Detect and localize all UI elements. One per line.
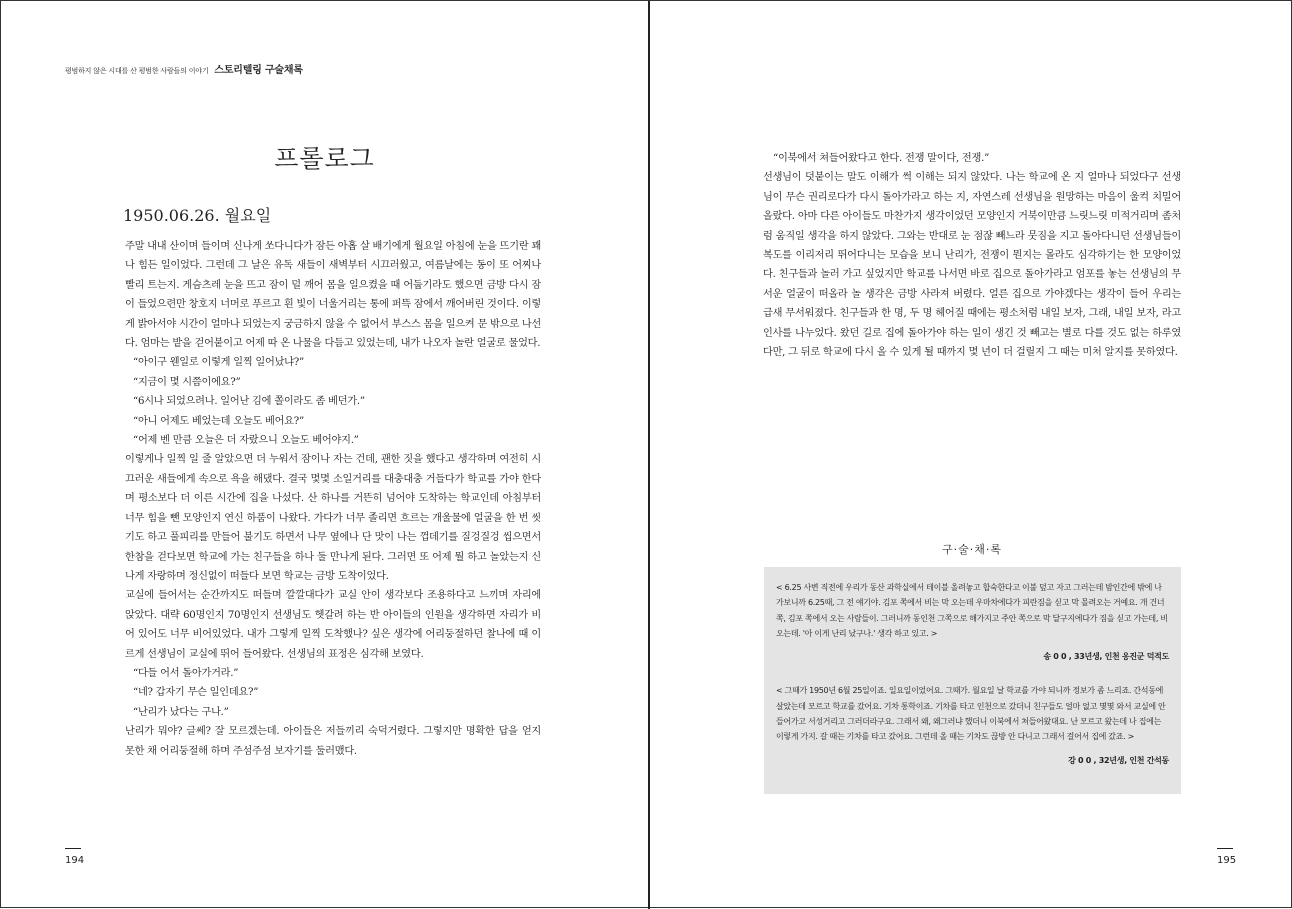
- dialog-line: “네? 갑자기 무슨 일인데요?”: [133, 687, 259, 699]
- right-page-folio: [1217, 848, 1236, 866]
- folio-rule: [65, 848, 81, 849]
- left-page: [1, 1, 648, 909]
- right-page: [650, 1, 1292, 909]
- oral-record-title: 구·술·채·록: [942, 543, 1002, 556]
- date-heading: 1950.06.26. 월요일: [123, 206, 272, 225]
- testimony-attribution: 송 0 0 , 33년생, 인천 옹진군 덕적도: [1043, 652, 1169, 662]
- folio-rule: [1217, 848, 1233, 849]
- dialog-line: “아니 어제도 베었는데 오늘도 베어요?”: [133, 415, 304, 427]
- testimony-attribution: 강 0 0 , 32년생, 인천 간석동: [1068, 755, 1169, 765]
- left-body-text: [123, 237, 541, 761]
- dialog-line: “아이구 웬일로 이렇게 일찍 일어났냐?”: [133, 357, 304, 369]
- chapter-title: 프롤로그: [274, 144, 375, 173]
- running-header-subtitle: 평범하지 않은 시대를 산 평범한 사람들의 이야기: [65, 67, 209, 75]
- dialog-line: “이북에서 쳐들어왔다고 한다. 전쟁 말이다, 전쟁.”: [773, 153, 990, 164]
- testimony-quote: < 6.25 사변 직전에 우리가 동산 과학실에서 테이블 올려놓고 합숙한다고 이불 덮고 자고 그러는데 밤인간에 밖에 나가보니까 6.25때, 그 전 얘기야. 김포 쪽에서 비는 막 오는데 우마차에다가 피란짐을 싣고 막 몰려오는 거예요. 개 건너 쪽, 김포 쪽에서 오는 사람들이. 그러니까 동인천 그쪽으로 해가지고 주안 쪽으로 막 달구지에다가 짐을 싣고 가는데, 비 오는데. '아 이게 난리 났구나.' 생각 하고 있고. >: [776, 583, 1168, 638]
- dialog-line: “다들 어서 돌아가거라.”: [133, 667, 239, 679]
- paragraph: 교실에 들어서는 순간까지도 떠들며 깔깔대다가 교실 안이 생각보다 조용하다고 느끼며 자리에 앉았다. 대략 60명인지 70명인지 선생님도 헷갈려 하는 반 아이들의 인원을 생각하면 자리가 비어 있어도 너무 비어있었다. 내가 그렇게 일찍 도착했나? 싶은 생각에 어리둥절하던 찰나에 때 이르게 선생님이 교실에 뛰어 들어왔다. 선생님의 표정은 심각해 보였다.: [125, 590, 541, 660]
- running-header-title: 스토리텔링 구술채록: [214, 65, 303, 76]
- page-number: 194: [65, 855, 85, 866]
- dialog-line: “어제 벤 만큼 오늘은 더 자랐으니 오늘도 베어야지.”: [133, 435, 359, 447]
- testimony-quote: < 그때가 1950년 6월 25일이죠. 일요일이었어요. 그때가. 월요일 날 학교를 가야 되니까 정보가 좀 느리죠. 간석동에 살았는데 모르고 학교를 갔어요. 기차 통학이죠. 기차를 타고 인천으로 갔더니 친구들도 얼마 없고 몇몇 와서 교실에 안 들어가고 서성거리고 그러더라구요. 그래서 왜, 왜그러냐 했더니 이북에서 쳐들어왔대요. 난 모르고 왔는데 나 집에는 이렇게 가지. 갈 때는 기차를 타고 갔어요. 그런데 올 때는 기차도 끊방 안 다니고 그래서 걸어서 집에 갔죠. >: [776, 686, 1166, 742]
- left-page-folio: [65, 848, 84, 866]
- right-body-text: [763, 149, 1181, 362]
- dialog-line: “지금이 몇 시쯤이에요?”: [133, 376, 241, 388]
- paragraph: 선생님이 덧붙이는 말도 이해가 썩 이해는 되지 않았다. 나는 학교에 온 지 얼마나 되었다구 선생님이 무슨 권리로다가 다시 돌아가라고 하는 지, 자연스레 선생님을 원망하는 마음이 울컥 치밀어 올랐다. 아마 다른 아이들도 마찬가지 생각이었던 모양인지 거북이만큼 느릿느릿 미적거리며 좀처럼 움직일 생각을 하지 않았다. 그와는 반대로 눈 점잖 빼느라 뭇짐을 지고 돌아다니던 선생님들이 복도를 이리저리 뛰어다니는 모습을 보니 난리가, 전쟁이 뭔지는 몰라도 심각하기는 한 모양이었다. 친구들과 놀러 가고 싶었지만 학교를 나서면 바로 집으로 돌아가라고 엄포를 놓는 선생님의 무서운 얼굴이 떠올라 놀 생각은 금방 사라져 버렸다. 얼른 집으로 가야겠다는 생각이 들어 우리는 급새 무서워졌다. 친구들과 한 명, 두 명 헤어질 때에는 평소처럼 내일 보자, 그래, 내일 보자, 라고 인사를 나누었다. 왔던 길로 집에 돌아가야 하는 일이 생긴 것 빼고는 별로 다를 것도 없는 하루였다만, 그 뒤로 학교에 다시 올 수 있게 될 때까지 몇 년이 더 걸릴지 그 때는 미처 알지를 못하였다.: [763, 172, 1181, 359]
- page-number: 195: [1217, 855, 1237, 866]
- paragraph: 난리가 뭐야? 글쎄? 잘 모르겠는데. 아이들은 저들끼리 숙덕거렸다. 그렇지만 명확한 답을 얻지 못한 채 어리둥절해 하며 주섬주섬 보자기를 둘러맸다.: [125, 726, 541, 757]
- paragraph: 이렇게나 일찍 일 줄 알았으면 더 누워서 잠이나 자는 건데, 괜한 짓을 했다고 생각하며 여전히 시끄러운 새들에게 속으로 욕을 해댔다. 결국 몇몇 소일거리를 대충대충 거들다가 학교를 가야 한다며 평소보다 더 이른 시간에 집을 나섰다. 산 하나를 거뜬히 넘어야 도착하는 학교인데 아침부터 너무 힘을 뺀 모양인지 연신 하품이 나왔다. 가다가 너무 졸리면 흐르는 개울물에 얼굴을 한 번 씻기도 하고 풀피리를 만들어 불기도 하면서 나무 옆에나 단 맛이 나는 껍데기를 질겅질겅 씹으면서 한참을 걷다보면 학교에 가는 친구들을 하나 둘 만나게 된다. 그러면 또 어제 뭘 하고 놀았는지 신나게 자랑하며 정신없이 떠들다 보면 학교는 금방 도착이었다.: [125, 454, 541, 582]
- paragraph: 주말 내내 산이며 들이며 신나게 쏘다니다가 잠든 아홉 살 배기에게 월요일 아침에 눈을 뜨기란 꽤나 힘든 일이었다. 그런데 그 날은 유독 새들이 새벽부터 시끄러웠고, 여름날에는 동이 또 어찌나 빨리 트는지. 게슴츠레 눈을 뜨고 잠이 덜 깨어 몸을 일으켰을 때 어둡기라도 했으면 금방 다시 잠이 들었으련만 창호지 너머로 푸르고 흰 빛이 너울거리는 통에 퍼뜩 잠에서 깨어버린 것이다. 이렇게 밝아서야 시간이 얼마나 되었는지 궁금하지 않을 수 없어서 부스스 몸을 일으켜 문 밖으로 나선다. 엄마는 밭을 걷어붙이고 어제 따 온 나물을 다듬고 있었는데, 내가 나오자 놀란 얼굴로 물었다.: [125, 241, 541, 350]
- running-header: [65, 61, 303, 76]
- dialog-line: “난리가 났다는 구나.”: [133, 706, 229, 718]
- dialog-line: “6시나 되었으려나. 일어난 김에 쫄이라도 좀 베던가.”: [133, 396, 365, 408]
- oral-record-box: [764, 567, 1181, 794]
